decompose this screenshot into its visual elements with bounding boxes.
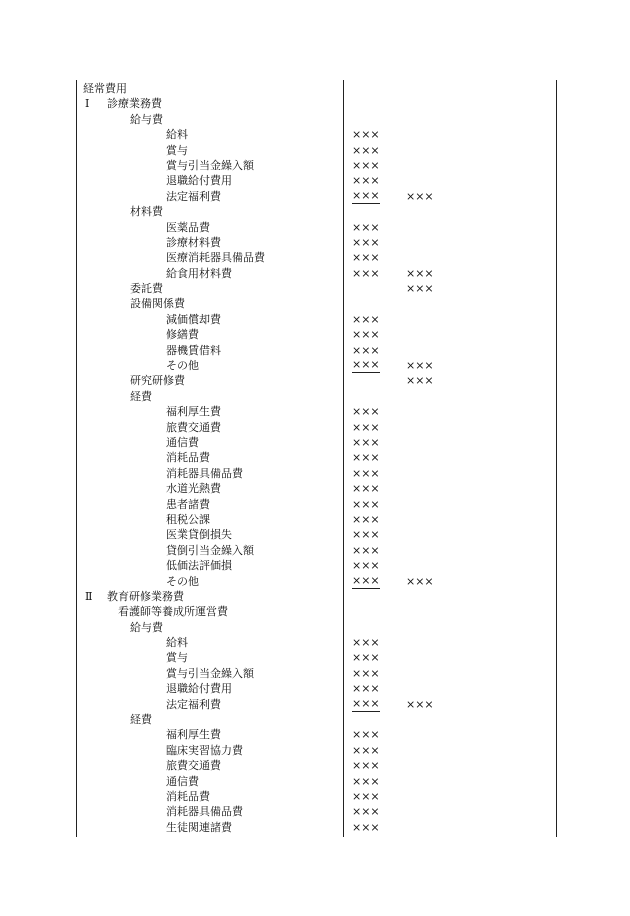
item-label: 給与費 — [130, 112, 163, 126]
item-label: 設備関係費 — [130, 297, 185, 311]
item-label: 研究研修費 — [130, 374, 185, 388]
item-label: 教育研修業務費 — [107, 589, 184, 603]
item-label: 法定福利費 — [166, 697, 221, 711]
item-label: 通信費 — [166, 435, 199, 449]
detail-amount: ××× — [352, 220, 380, 234]
detail-amount: ××× — [352, 743, 380, 757]
item-label: 生徒関連諸費 — [166, 820, 232, 834]
statement-row — [0, 543, 630, 558]
section-numeral: Ⅱ — [85, 589, 93, 603]
item-label: 経費 — [130, 713, 152, 727]
statement-row — [0, 558, 630, 573]
item-label: 旅費交通費 — [166, 759, 221, 773]
detail-amount: ××× — [352, 528, 380, 542]
item-label: 消耗品費 — [166, 451, 210, 465]
item-label: 賞与引当金繰入額 — [166, 158, 254, 172]
item-label: 経常費用 — [83, 82, 127, 95]
statement-row — [0, 389, 630, 404]
detail-amount: ××× — [352, 251, 380, 265]
detail-amount: ××× — [352, 728, 380, 742]
statement-row — [0, 650, 630, 665]
item-label: 給食用材料費 — [166, 266, 232, 280]
statement-row — [0, 189, 630, 204]
item-label: 消耗品費 — [166, 789, 210, 803]
statement-row — [0, 435, 630, 450]
subtotal-amount: ××× — [406, 574, 434, 588]
statement-row — [0, 512, 630, 527]
detail-amount: ××× — [352, 343, 380, 357]
statement-row — [0, 743, 630, 758]
detail-amount: ××× — [352, 789, 380, 803]
item-label: 賞与 — [166, 651, 188, 665]
statement-row — [0, 758, 630, 773]
statement-row — [0, 204, 630, 219]
statement-row — [0, 497, 630, 512]
detail-amount: ××× — [352, 512, 380, 526]
statement-row — [0, 635, 630, 650]
detail-amount: ××× — [352, 682, 380, 696]
detail-amount: ××× — [352, 820, 380, 834]
item-label: 診療業務費 — [107, 97, 162, 111]
detail-amount: ××× — [352, 466, 380, 480]
statement-row — [0, 820, 630, 835]
statement-row — [0, 604, 630, 619]
subtotal-amount: ××× — [406, 266, 434, 280]
statement-row — [0, 312, 630, 327]
detail-amount: ××× — [352, 666, 380, 680]
item-label: 貸倒引当金繰入額 — [166, 543, 254, 557]
item-label: 給料 — [166, 128, 188, 142]
item-label: その他 — [166, 574, 199, 588]
detail-amount: ××× — [352, 328, 380, 342]
detail-amount: ××× — [352, 158, 380, 172]
item-label: 通信費 — [166, 774, 199, 788]
detail-amount: ××× — [352, 573, 380, 587]
subtotal-amount: ××× — [406, 359, 434, 373]
statement-row — [0, 697, 630, 712]
expense-statement — [0, 81, 630, 835]
statement-row — [0, 420, 630, 435]
statement-row — [0, 620, 630, 635]
statement-row — [0, 789, 630, 804]
detail-amount: ××× — [352, 420, 380, 434]
item-label: 低価法評価損 — [166, 559, 232, 573]
statement-row — [0, 235, 630, 250]
statement-row — [0, 158, 630, 173]
item-label: 退職給付費用 — [166, 682, 232, 696]
detail-amount: ××× — [352, 774, 380, 788]
detail-amount: ××× — [352, 358, 380, 372]
detail-amount: ××× — [352, 188, 380, 202]
statement-row — [0, 281, 630, 296]
statement-row — [0, 774, 630, 789]
detail-amount: ××× — [352, 266, 380, 280]
item-label: 医薬品費 — [166, 220, 210, 234]
subtotal-amount: ××× — [406, 189, 434, 203]
subtotal-amount: ××× — [406, 374, 434, 388]
item-label: 臨床実習協力費 — [166, 743, 243, 757]
detail-amount: ××× — [352, 543, 380, 557]
statement-row — [0, 143, 630, 158]
detail-amount: ××× — [352, 451, 380, 465]
statement-row — [0, 173, 630, 188]
statement-row — [0, 589, 630, 604]
statement-row — [0, 358, 630, 373]
item-label: 医業貸倒損失 — [166, 528, 232, 542]
item-label: 経費 — [130, 389, 152, 403]
detail-amount: ××× — [352, 128, 380, 142]
statement-row — [0, 127, 630, 142]
item-label: 器機賃借料 — [166, 343, 221, 357]
detail-amount: ××× — [352, 559, 380, 573]
item-label: 消耗器具備品費 — [166, 805, 243, 819]
statement-row — [0, 373, 630, 388]
item-label: 修繕費 — [166, 328, 199, 342]
item-label: 旅費交通費 — [166, 420, 221, 434]
subtotal-amount: ××× — [406, 282, 434, 296]
detail-amount: ××× — [352, 482, 380, 496]
statement-row — [0, 81, 630, 96]
item-label: 診療材料費 — [166, 235, 221, 249]
item-label: 委託費 — [130, 282, 163, 296]
detail-amount: ××× — [352, 174, 380, 188]
detail-amount: ××× — [352, 497, 380, 511]
statement-row — [0, 574, 630, 589]
item-label: 退職給付費用 — [166, 174, 232, 188]
item-label: 福利厚生費 — [166, 728, 221, 742]
statement-row — [0, 804, 630, 819]
detail-amount: ××× — [352, 143, 380, 157]
statement-row — [0, 404, 630, 419]
statement-row — [0, 527, 630, 542]
statement-row — [0, 296, 630, 311]
item-label: その他 — [166, 359, 199, 373]
item-label: 看護師等養成所運営費 — [118, 605, 228, 619]
statement-row — [0, 666, 630, 681]
detail-amount: ××× — [352, 405, 380, 419]
statement-row — [0, 266, 630, 281]
detail-amount: ××× — [352, 312, 380, 326]
detail-amount: ××× — [352, 696, 380, 710]
statement-row — [0, 343, 630, 358]
statement-row — [0, 96, 630, 111]
statement-row — [0, 112, 630, 127]
item-label: 医療消耗器具備品費 — [166, 251, 265, 265]
detail-amount: ××× — [352, 636, 380, 650]
statement-row — [0, 466, 630, 481]
detail-amount: ××× — [352, 759, 380, 773]
item-label: 賞与引当金繰入額 — [166, 666, 254, 680]
statement-row — [0, 681, 630, 696]
item-label: 患者諸費 — [166, 497, 210, 511]
item-label: 水道光熱費 — [166, 482, 221, 496]
statement-row — [0, 220, 630, 235]
item-label: 給料 — [166, 636, 188, 650]
item-label: 消耗器具備品費 — [166, 466, 243, 480]
item-label: 租税公課 — [166, 512, 210, 526]
detail-amount: ××× — [352, 805, 380, 819]
item-label: 材料費 — [130, 205, 163, 219]
statement-row — [0, 250, 630, 265]
statement-row — [0, 481, 630, 496]
section-numeral: Ⅰ — [85, 97, 90, 111]
item-label: 法定福利費 — [166, 189, 221, 203]
statement-row — [0, 450, 630, 465]
item-label: 福利厚生費 — [166, 405, 221, 419]
item-label: 給与費 — [130, 620, 163, 634]
detail-amount: ××× — [352, 435, 380, 449]
detail-amount: ××× — [352, 235, 380, 249]
statement-row — [0, 727, 630, 742]
item-label: 賞与 — [166, 143, 188, 157]
statement-row — [0, 327, 630, 342]
statement-row — [0, 712, 630, 727]
detail-amount: ××× — [352, 651, 380, 665]
item-label: 減価償却費 — [166, 312, 221, 326]
subtotal-amount: ××× — [406, 697, 434, 711]
